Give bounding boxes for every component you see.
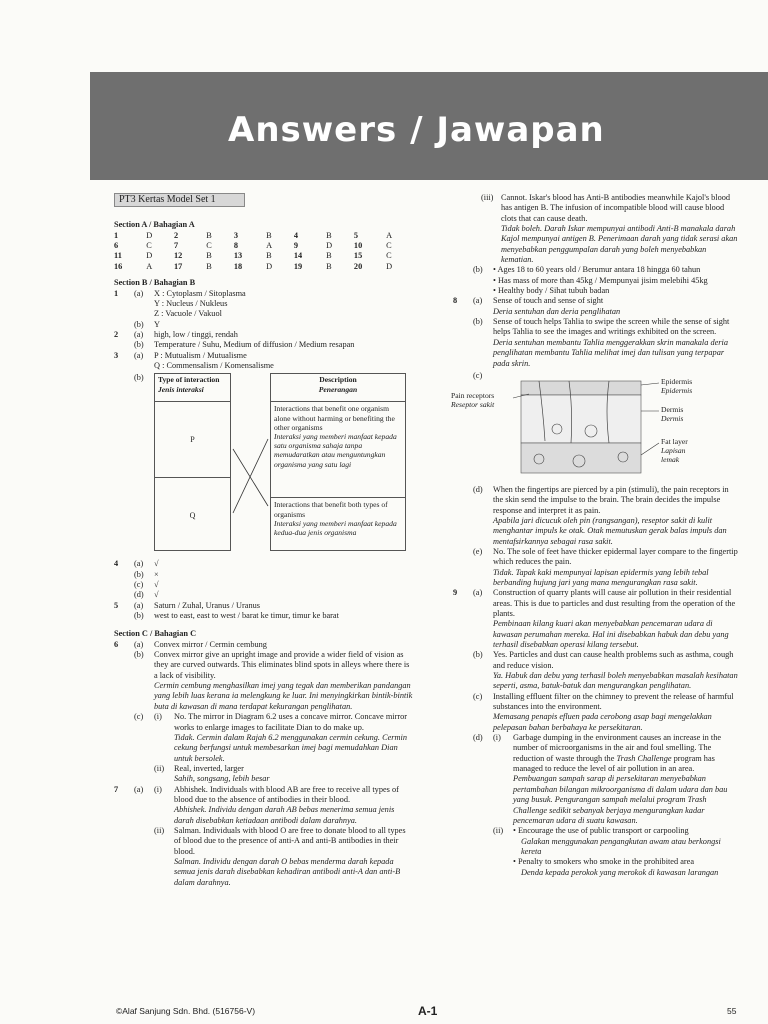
page-number: 55 — [727, 1006, 737, 1016]
answer-letter: B — [206, 261, 212, 271]
answer-letter: A — [146, 261, 153, 271]
answer-q9dii: (ii) • Encourage the use of public transport or carpooling Galakan menggunakan pengangkutan awam atau berkongsi kereta • Penalty to smokers who smoke in the prohibited area Denda kepada perokok yang merokok di kawasan larangan — [493, 826, 721, 877]
question-number: 11 — [114, 251, 122, 261]
question-number: 5 — [353, 230, 359, 240]
answer-letter: D — [386, 261, 393, 271]
answer-letter: B — [326, 261, 332, 271]
question-number: 13 — [233, 251, 243, 261]
question-number: 2 — [174, 230, 179, 240]
description-mutualism: Interactions that benefit both types of organisms Interaksi yang memberi manfaat kepada kedua-dua jenis organisma — [271, 497, 405, 549]
answer-q8c: (c) Pain receptors Reseptor sakit Epidermis Epidermis Dermis Dermis Fat layer Lapisan lemak — [453, 371, 738, 481]
answer-q9b: (b) Yes. Particles and dust can cause health problems such as asthma, cough and reduce vision. Ya. Habuk dan debu yang terhasil boleh menyebabkan masalah kesihatan seperti, asma, batuk-batuk dan mengurangkan penglihatan. — [473, 650, 738, 691]
answer-q9a: 9 (a) Construction of quarry plants will cause air pollution in their residential areas. This is due to particles and dust resulting from the operation of the plants. Pembinaan kilang kuari akan menyebabkan pencemaran udara di kawasan perumahan mereka. Hal ini disebabkan habuk dan debu yang terhasil disebabkan operasi kilang tersebut. — [453, 588, 736, 649]
interaction-type-table: Type of interaction Jenis interaksi P Q — [154, 373, 231, 551]
answer-q7aii: (ii) Salman. Individuals with blood O are free to donate blood to all types of blood due to the presence of anti-A and anti-B antibodies in their blood. Salman. Individu dengan darah O bebas menderma darah kepada semua jenis darah disebabkan kehadiran antibodi anti-A dan anti-B dalam darahnya. — [154, 825, 406, 887]
publisher-footer: ©Alaf Sanjung Sdn. Bhd. (516756-V) — [116, 1006, 256, 1016]
label-dermis: Dermis Dermis — [661, 404, 684, 423]
answer-q7aiii: (iii) Cannot. Iskar's blood has Anti-B antibodies meanwhile Kajol's blood has antigen B. The infusion of incompatible blood will cause blood clots that can cause death. Tidak boleh. Darah Iskar mempunyai antibodi Anti-B manakala darah Kajol mempunyai antigen B. Penerimaan darah yang tidak serasi akan menyebabkan penggumpalan darah yang boleh menyebabkan kematian. — [481, 193, 738, 265]
answer-q8b: (b) Sense of touch helps Tahlia to swipe the screen while the sense of sight helps Tahlia to see the images and writings exhibited on the screen. Deria sentuhan membantu Tahlia menggerakkan skrin manakala deria penglihatan membantu Tahlia melihat imej dan tulisan yang terpapar pada skrin. — [473, 317, 730, 368]
skin-diagram — [451, 371, 705, 481]
question-number: 8 — [233, 241, 239, 251]
answer-letter: A — [386, 230, 393, 240]
question-number: 18 — [233, 261, 243, 271]
description-commensalism: Interactions that benefit one organism alone without harming or benefiting the other organisms Interaksi yang memberi manfaat kepada satu organisma sahaja tanpa memudaratkan atau menguntungkan organisma yang satu lagi — [274, 404, 397, 469]
question-number: 20 — [353, 261, 363, 271]
answer-q1a-x: X : Cytoplasm / Sitoplasma — [154, 288, 246, 298]
answer-letter: C — [386, 241, 392, 251]
label-pain-receptors: Pain receptors Reseptor sakit — [451, 390, 495, 409]
section-b-heading: Section B / Bahagian B — [114, 278, 196, 288]
title-banner — [90, 72, 768, 180]
answer-q9c: (c) Installing effluent filter on the chimney to prevent the release of harmful substances into the environment. Memasang penapis efluen pada cerobong asap bagi mengelakkan pelepasan bahan berbahaya ke persekitaran. — [473, 691, 734, 732]
answer-letter: B — [326, 251, 332, 261]
label-fat-layer: Fat layer Lapisan lemak — [661, 436, 688, 464]
question-number: 12 — [174, 251, 183, 261]
question-number: 14 — [293, 251, 303, 261]
question-number: 17 — [174, 261, 183, 271]
question-number: 6 — [114, 241, 119, 251]
section-a-row — [114, 262, 414, 272]
answer-letter: B — [206, 251, 212, 261]
section-a-row — [114, 241, 414, 251]
answer-q8e: (e) No. The sole of feet have thicker epidermal layer compare to the fingertip which reduces the pain. Tidak. Tapak kaki mempunyai lapisan epidermis yang lebih tebal berbanding hujung jari yang mana mengurangkan rasa sakit. — [473, 546, 738, 587]
answer-q7b: (b) • Ages 18 to 60 years old / Berumur antara 18 hingga 60 tahun • Has mass of more than 45kg / Mempunyai jisim melebihi 45kg • Healthy body / Sihat tubuh badan — [473, 265, 708, 296]
question-number: 15 — [353, 251, 363, 261]
answer-q6cii: (ii) Real, inverted, larger Sahih, songsang, lebih besar — [154, 763, 270, 784]
answer-q8d: (d) When the fingertips are pierced by a pin (stimuli), the pain receptors in the skin send the impulse to the brain. The brain decides the impulse response and interpret it as pain. Apabila jari dicucuk oleh pin (rangsangan), reseptor sakit di kulit menghantar impuls ke otak. Otak memutuskan gerak balas impuls dan mentafsirkannya sebagai rasa sakit. — [473, 484, 729, 546]
question-number: 7 — [174, 241, 179, 251]
answer-letter: D — [326, 241, 333, 251]
question-number: 9 — [293, 241, 299, 251]
section-a-row — [114, 251, 414, 261]
answer-letter: C — [146, 241, 152, 251]
answer-letter: B — [266, 251, 272, 261]
label-epidermis: Epidermis Epidermis — [661, 376, 693, 395]
matching-lines — [231, 401, 270, 551]
answer-q7ai: 7 (a) (i) Abhishek. Individuals with blood AB are free to receive all types of blood due to the absence of antibodies in their blood. Abhishek. Individu dengan darah AB bebas menerima semua jenis darah disebabkan ketiadaan antibodi dalam darahnya. — [114, 784, 399, 825]
question-number: 4 — [293, 230, 299, 240]
answer-q3b: (b) Type of interaction Jenis interaksi P Q Description Penerangan Interactions that benefit one organism alone without harming or benefiting the other organisms Interaksi yang memberi manfaat kepada satu organisma sahaja tanpa memudaratkan atau menguntungkan organisma yang satu lagi Interactions that benefit both types of organisms Interaksi yang memberi manfaat kepada kedua-dua jenis organisma — [114, 373, 414, 555]
answer-q8a: 8 (a) Sense of touch and sense of sight Deria sentuhan dan deria penglihatan — [453, 296, 621, 316]
question-number: 3 — [233, 230, 239, 240]
answer-letter: D — [266, 261, 273, 271]
interaction-p: P — [190, 435, 195, 445]
answer-q5a: 5 (a) Saturn / Zuhal, Uranus / Uranus — [114, 600, 260, 610]
interaction-q: Q — [155, 477, 230, 550]
answer-q2b: (b) Temperature / Suhu, Medium of diffusion / Medium resapan — [134, 340, 355, 350]
set-title: PT3 Kertas Model Set 1 — [114, 193, 245, 207]
answer-letter: A — [266, 241, 273, 251]
interaction-table — [154, 373, 448, 555]
answer-q6a: 6 (a) Convex mirror / Cermin cembung — [114, 639, 267, 649]
answer-letter: C — [206, 241, 212, 251]
left-column — [114, 193, 414, 888]
section-a-row — [114, 231, 414, 241]
answer-q1a-z: Z : Vacuole / Vakuol — [154, 309, 222, 319]
answer-q1a-y: Y : Nucleus / Nukleus — [154, 298, 228, 308]
answer-q4: 4 (a) √ (b) × (c) √ (d) √ — [114, 559, 159, 600]
section-page-label: A-1 — [418, 1004, 438, 1018]
question-number: 19 — [293, 261, 303, 271]
section-a-heading: Section A / Bahagian A — [114, 220, 195, 230]
answer-q9di: (d) (i) Garbage dumping in the environment causes an increase in the number of microorganisms in the air and foul smelling. The reduction of waste through the Trash Challenge program has managed to reduce the level of air pollution in an area. Pembuangan sampah sarap di persekitaran menyebabkan pertambahan bilangan mikroorganisma di dalam udara dan bau yang busuk. Pengurangan sampah melalui program Trash Challenge sedikit sebanyak berjaya mengurangkan kadar pencemaran udara di suatu kawasan. — [473, 733, 728, 825]
question-number: 16 — [114, 261, 123, 271]
right-column — [453, 193, 738, 878]
answer-q6ci: (c) (i) No. The mirror in Diagram 6.2 uses a concave mirror. Concave mirror works to enlarge images to facilitate Dian to do make up. Tidak. Cermin dalam Rajah 6.2 menggunakan cermin cekung. Cermin cekung berfungsi untuk membesarkan imej bagi memudahkan Dian untuk bersolek. — [134, 712, 408, 763]
answer-letter: D — [146, 230, 153, 240]
page-title: Answers / Jawapan — [228, 110, 605, 150]
answer-q2a: 2 (a) high, low / tinggi, rendah — [114, 329, 238, 339]
answer-letter: B — [206, 230, 212, 240]
section-c-heading: Section C / Bahagian C — [114, 629, 197, 639]
question-number: 1 — [114, 230, 119, 240]
answer-letter: D — [146, 251, 153, 261]
answer-letter: C — [386, 251, 392, 261]
answer-q3a: 3 (a) P : Mutualism / Mutualisme Q : Commensalism / Komensalisme — [114, 350, 274, 370]
answer-q6b: (b) Convex mirror give an upright image and provide a wider field of vision as they are curved outwards. This eliminates blind spots in alleys where there is a lack of visibility. Cermin cembung menghasilkan imej yang tegak dan memberikan pandangan yang lebih luas kerana ia melengkung ke luar. Ini menyingkirkan bintik-bintik buta di kawasan di mana terdapat kekurangan penglihatan. — [134, 650, 413, 711]
question-number: 10 — [353, 241, 363, 251]
answer-letter: B — [266, 230, 272, 240]
section-a-answers-table — [114, 231, 414, 273]
answer-q1a: 1 (a) X : Cytoplasm / Sitoplasma Y : Nucleus / Nukleus Z : Vacuole / Vakuol — [114, 289, 414, 320]
answer-letter: B — [326, 230, 332, 240]
answer-q1b: (b) Y — [134, 319, 160, 329]
answer-q5b: (b) west to east, east to west / barat ke timur, timur ke barat — [134, 611, 339, 621]
interaction-description-table: Description Penerangan Interactions that benefit one organism alone without harming or benefiting the other organisms Interaksi yang memberi manfaat kepada satu organisma sahaja tanpa memudaratkan atau menguntungkan organisma yang satu lagi Interactions that benefit both types of organisms Interaksi yang memberi manfaat kepada kedua-dua jenis organisma — [270, 373, 406, 551]
